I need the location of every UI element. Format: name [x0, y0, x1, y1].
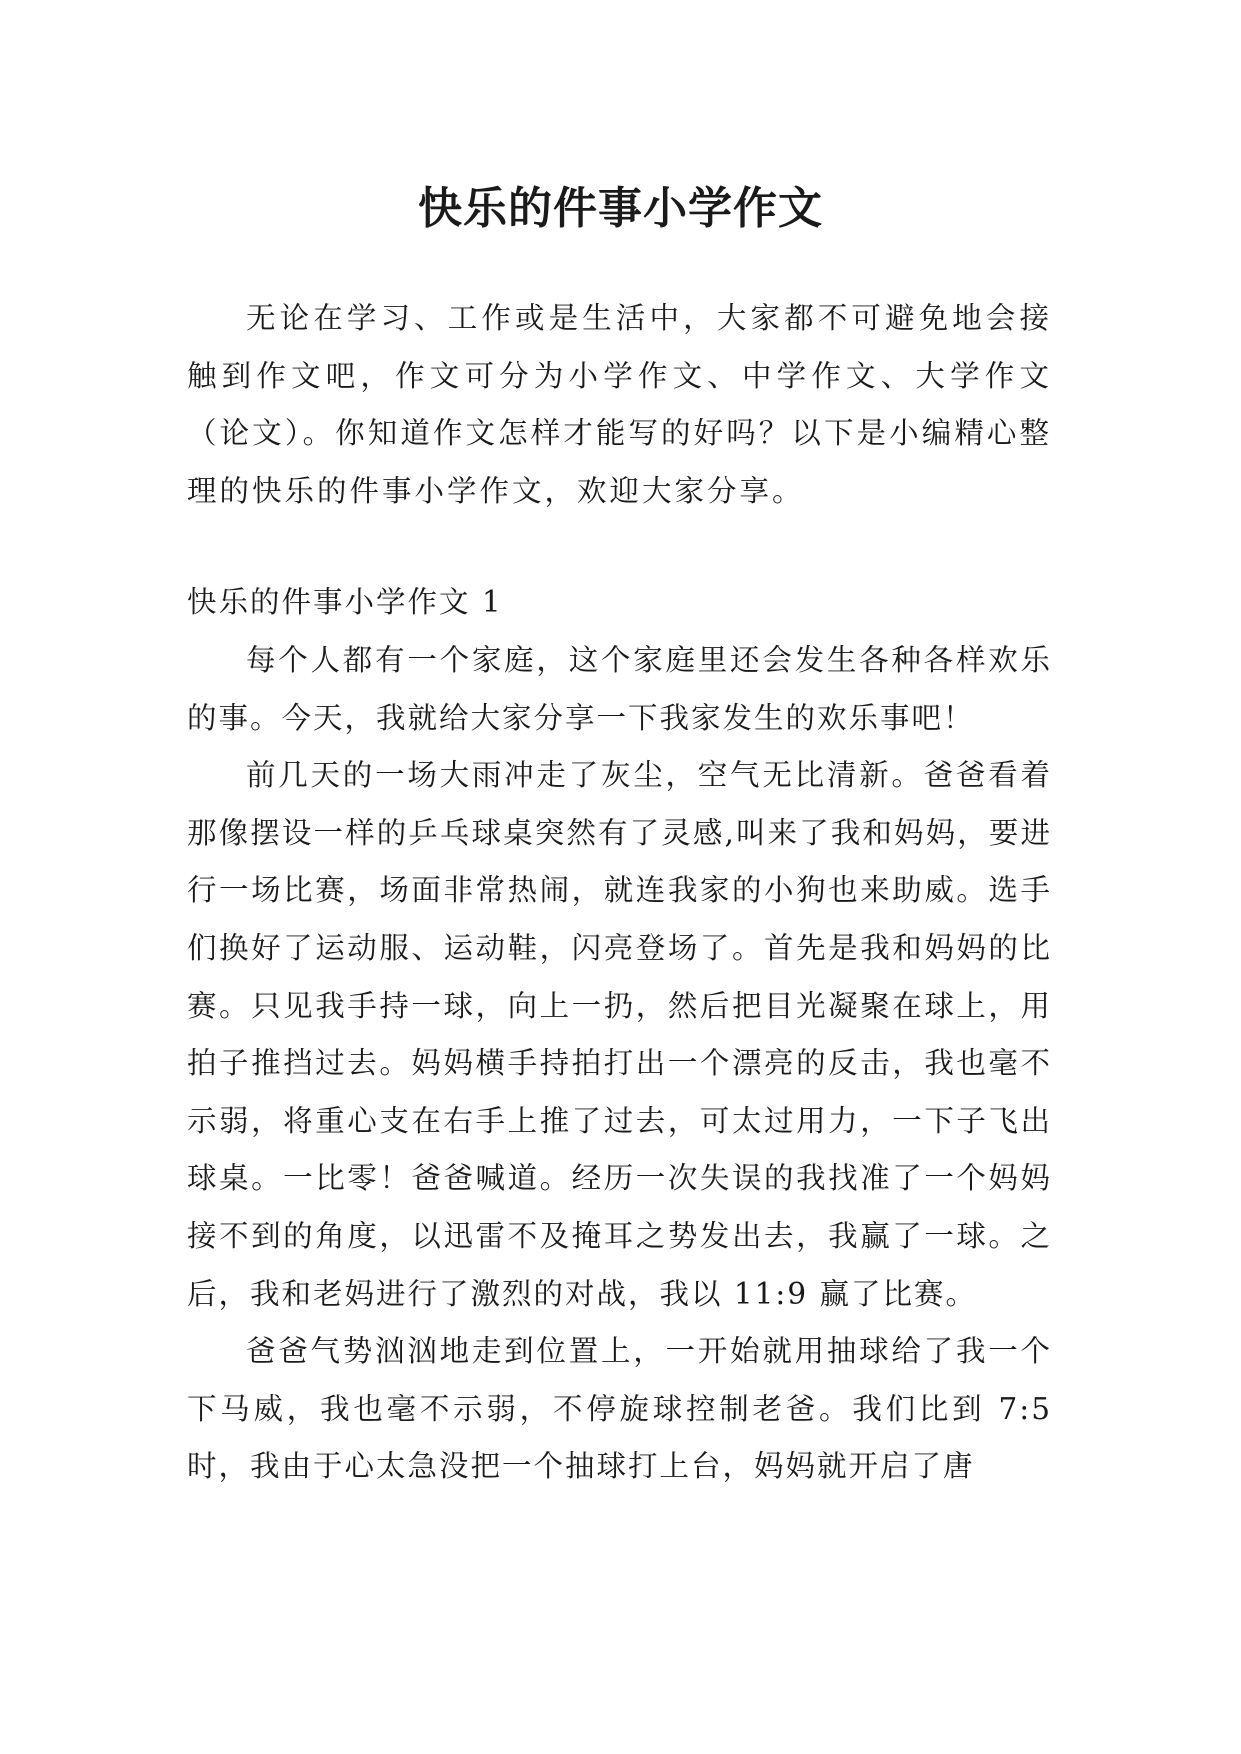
body-paragraph: 前几天的一场大雨冲走了灰尘，空气无比清新。爸爸看着那像摆设一样的乒乓球桌突然有了灵感,叫来了我和妈妈，要进行一场比赛，场面非常热闹，就连我家的小狗也来助威。选手们换好了运动服、运动鞋，闪亮登场了。首先是我和妈妈的比赛。只见我手持一球，向上一扔，然后把目光凝聚在球上，用拍子推挡过去。妈妈横手持拍打出一个漂亮的反击，我也毫不示弱，将重心支在右手上推了过去，可太过用力，一下子飞出球桌。一比零！爸爸喊道。经历一次失误的我找准了一个妈妈接不到的角度，以迅雷不及掩耳之势发出去，我赢了一球。之后，我和老妈进行了激烈的对战，我以 11:9 赢了比赛。 [187, 758, 1052, 1311]
intro-paragraph: 无论在学习、工作或是生活中，大家都不可避免地会接触到作文吧，作文可分为小学作文、中学作文、大学作文（论文）。你知道作文怎样才能写的好吗？以下是小编精心整理的快乐的件事小学作文，欢迎大家分享。 [187, 301, 1052, 508]
document-body [187, 290, 1052, 1496]
body-paragraph: 每个人都有一个家庭，这个家庭里还会发生各种各样欢乐的事。今天，我就给大家分享一下我家发生的欢乐事吧！ [187, 642, 1052, 735]
body-paragraph: 爸爸气势汹汹地走到位置上，一开始就用抽球给了我一个下马威，我也毫不示弱，不停旋球控制老爸。我们比到 7:5 时，我由于心太急没把一个抽球打上台，妈妈就开启了唐 [187, 1334, 1052, 1484]
document-title: 快乐的件事小学作文 [418, 183, 823, 235]
section-heading: 快乐的件事小学作文 1 [187, 585, 503, 620]
